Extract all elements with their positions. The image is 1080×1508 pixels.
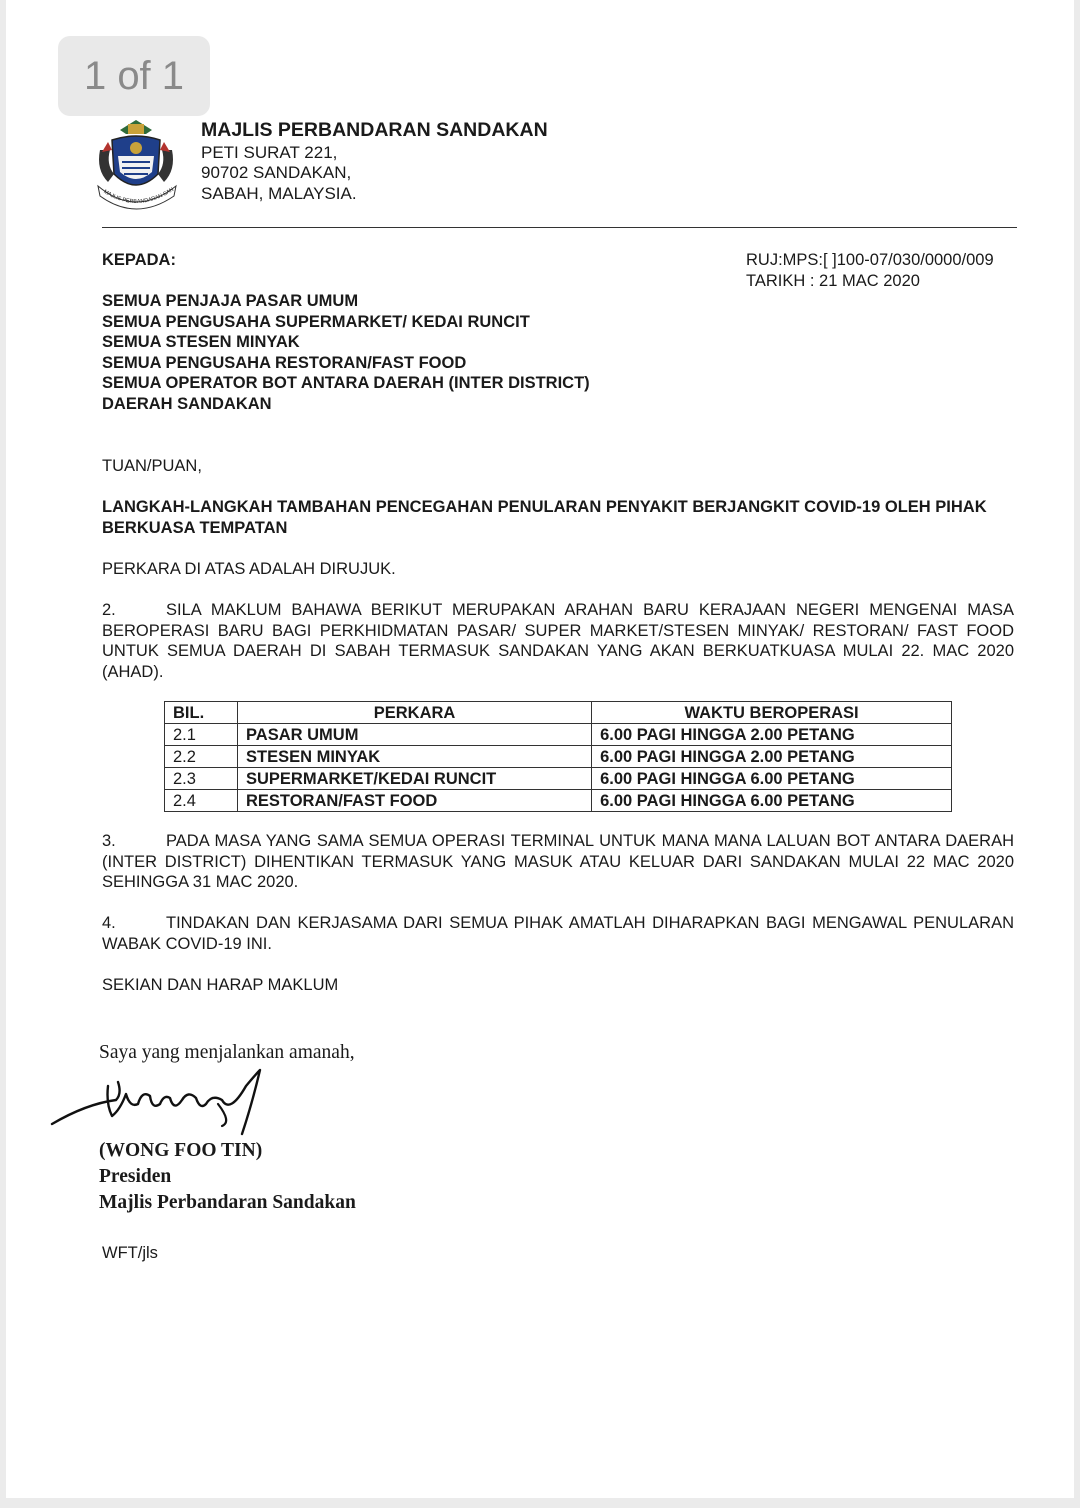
- recipient-line: DAERAH SANDAKAN: [102, 394, 272, 413]
- paragraph-4: [102, 913, 1014, 954]
- operating-hours-table: [164, 701, 952, 812]
- table-cell: STESEN MINYAK: [238, 746, 592, 768]
- svg-text:MAJLIS PERBANDARAN SANDAKAN: MAJLIS PERBANDARAN SAN: [102, 186, 176, 206]
- paragraph-number: 2.: [102, 601, 116, 619]
- letterhead-address-block: [201, 120, 548, 204]
- organization-name: MAJLIS PERBANDARAN SANDAKAN: [201, 119, 548, 141]
- closing-line: SEKIAN DAN HARAP MAKLUM: [102, 976, 339, 994]
- table-cell: 6.00 PAGI HINGGA 6.00 PETANG: [592, 768, 952, 790]
- referred-line: PERKARA DI ATAS ADALAH DIRUJUK.: [102, 560, 396, 578]
- table-cell: 2.4: [165, 790, 238, 812]
- signatory-title: Presiden: [99, 1166, 172, 1187]
- signatory-name: (WONG FOO TIN): [99, 1140, 263, 1161]
- letter-date: TARIKH : 21 MAC 2020: [746, 271, 920, 290]
- page-indicator: 1 of 1: [58, 36, 210, 116]
- paragraph-text: PADA MASA YANG SAMA SEMUA OPERASI TERMINAL UNTUK MANA MANA LALUAN BOT ANTARA DAERAH (INTER DISTRICT) DIHENTIKAN TERMASUK YANG MASUK ATAU KELUAR DARI SANDAKAN MULAI 22 MAC 2020 SEHINGGA 31 MAC 2020.: [102, 832, 1014, 891]
- table-row: [165, 746, 952, 768]
- signatory-organization: Majlis Perbandaran Sandakan: [99, 1192, 356, 1213]
- recipients-list: [102, 291, 590, 414]
- reference-initials: WFT/jls: [102, 1244, 158, 1262]
- subject-heading: LANGKAH-LANGKAH TAMBAHAN PENCEGAHAN PENULARAN PENYAKIT BERJANGKIT COVID-19 OLEH PIHAK BERKUASA TEMPATAN: [102, 498, 987, 537]
- column-header: PERKARA: [238, 702, 592, 724]
- paragraph-number: 3.: [102, 832, 116, 850]
- address-line: 90702 SANDAKAN,: [201, 163, 352, 182]
- letterhead-divider: [102, 227, 1017, 228]
- table-cell: RESTORAN/FAST FOOD: [238, 790, 592, 812]
- paragraph-3: [102, 831, 1014, 893]
- reference-block: [746, 250, 994, 291]
- table-cell: SUPERMARKET/KEDAI RUNCIT: [238, 768, 592, 790]
- paragraph-2: [102, 600, 1014, 682]
- table-row: [165, 724, 952, 746]
- address-line: SABAH, MALAYSIA.: [201, 183, 357, 203]
- table-row: [165, 790, 952, 812]
- table-cell: 6.00 PAGI HINGGA 2.00 PETANG: [592, 746, 952, 768]
- recipient-line: SEMUA OPERATOR BOT ANTARA DAERAH (INTER DISTRICT): [102, 374, 590, 392]
- column-header: WAKTU BEROPERASI: [592, 702, 952, 724]
- reference-number: RUJ:MPS:[ ]100-07/030/0000/009: [746, 251, 994, 269]
- recipient-line: SEMUA PENJAJA PASAR UMUM: [102, 292, 359, 310]
- table-cell: 2.3: [165, 768, 238, 790]
- recipient-line: SEMUA PENGUSAHA RESTORAN/FAST FOOD: [102, 353, 467, 372]
- column-header: BIL.: [165, 702, 238, 724]
- address-line: PETI SURAT 221,: [201, 142, 338, 162]
- table-cell: 6.00 PAGI HINGGA 6.00 PETANG: [592, 790, 952, 812]
- paragraph-text: TINDAKAN DAN KERJASAMA DARI SEMUA PIHAK AMATLAH DIHARAPKAN BAGI MENGAWAL PENULARAN WABAK COVID-19 INI.: [102, 914, 1014, 953]
- salutation: TUAN/PUAN,: [102, 457, 202, 475]
- recipient-line: SEMUA STESEN MINYAK: [102, 333, 300, 351]
- document-page: [6, 0, 1074, 1498]
- recipient-line: SEMUA PENGUSAHA SUPERMARKET/ KEDAI RUNCIT: [102, 312, 530, 331]
- table-cell: 6.00 PAGI HINGGA 2.00 PETANG: [592, 724, 952, 746]
- table-cell: 2.1: [165, 724, 238, 746]
- to-label: KEPADA:: [102, 251, 176, 269]
- municipal-crest-icon: [94, 116, 178, 220]
- table-cell: PASAR UMUM: [238, 724, 592, 746]
- paragraph-number: 4.: [102, 914, 116, 932]
- table-header-row: [165, 702, 952, 724]
- trust-line: Saya yang menjalankan amanah,: [99, 1042, 355, 1063]
- table-cell: 2.2: [165, 746, 238, 768]
- paragraph-text: SILA MAKLUM BAHAWA BERIKUT MERUPAKAN ARAHAN BARU KERAJAAN NEGERI MENGENAI MASA BEROPERASI BARU BAGI PERKHIDMATAN PASAR/ SUPER MARKET/STESEN MINYAK/ RESTORAN/ FAST FOOD UNTUK SEMUA DAERAH DI SABAH TERMASUK SANDAKAN YANG AKAN BERKUATKUASA MULAI 22. MAC 2020 (AHAD).: [102, 601, 1014, 681]
- table-row: [165, 768, 952, 790]
